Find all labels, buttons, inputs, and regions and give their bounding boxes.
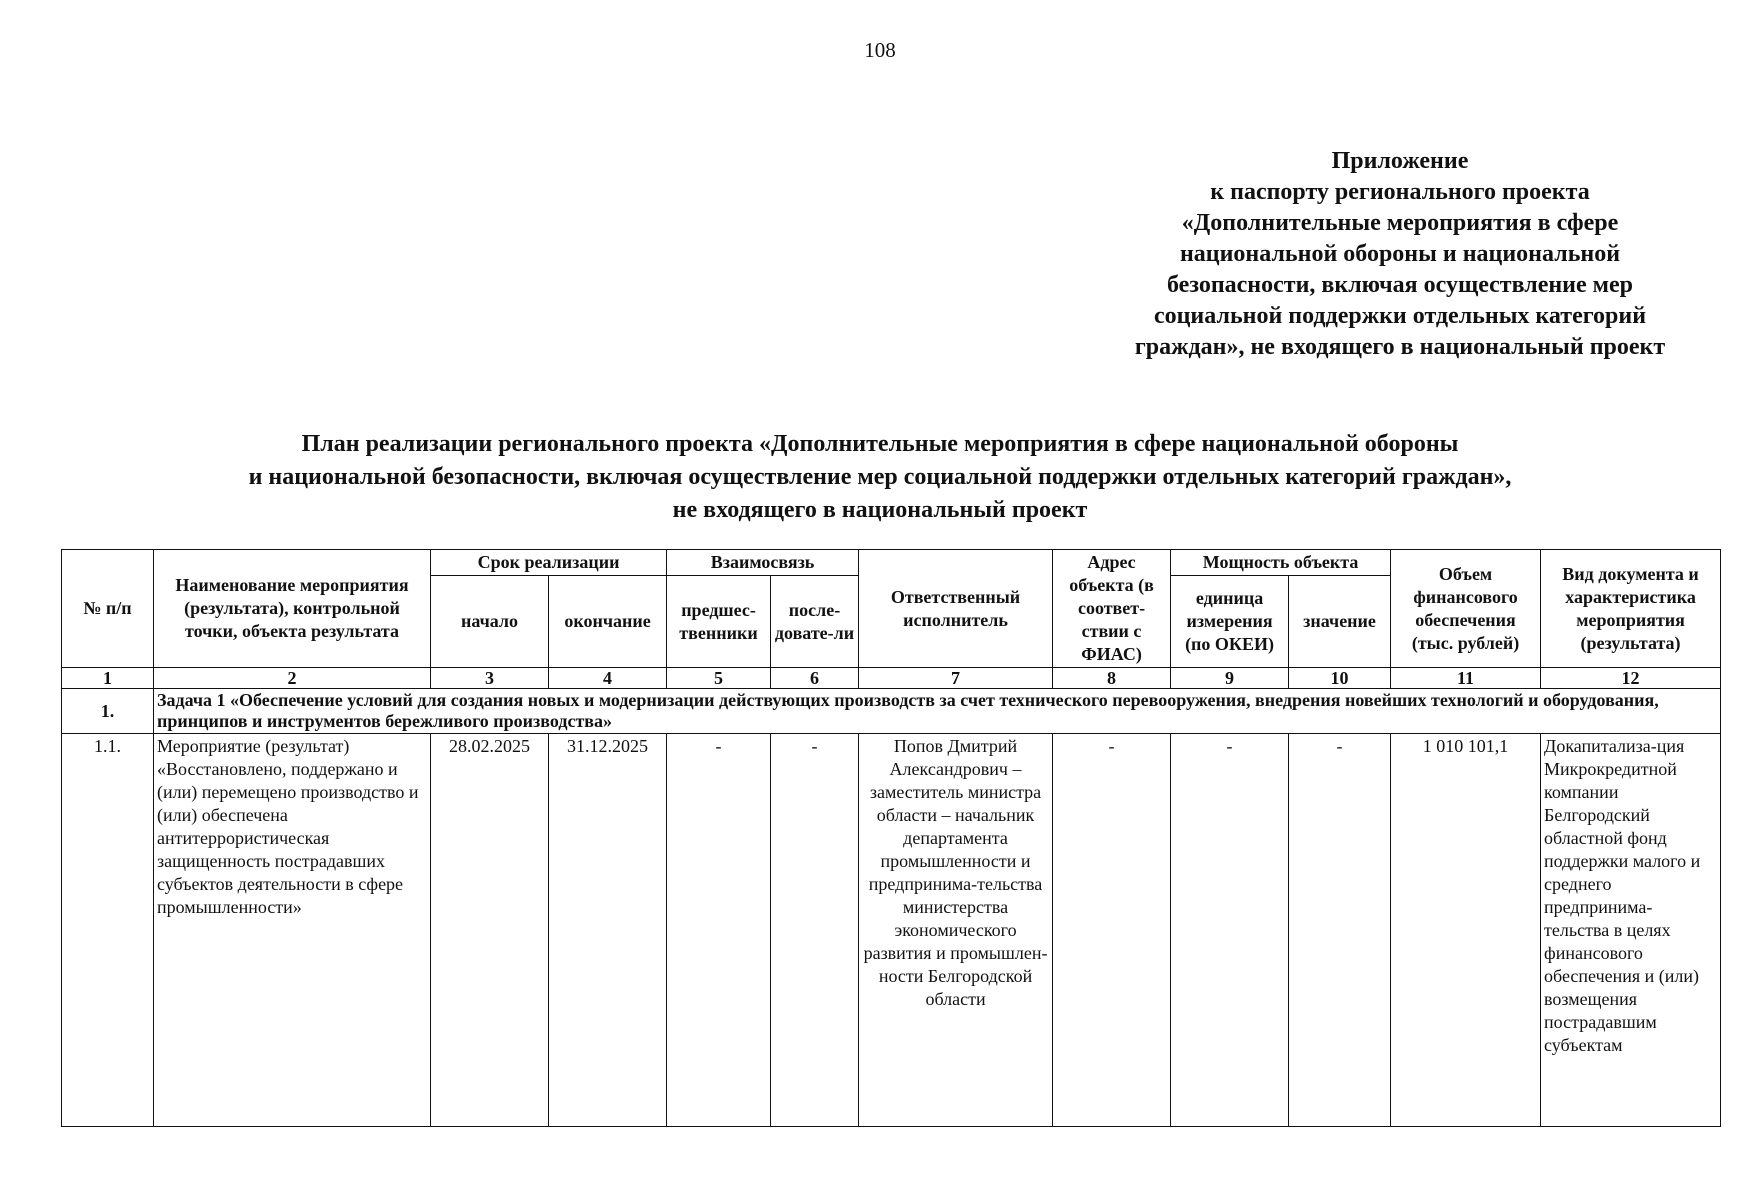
- appendix-line: социальной поддержки отдельных категорий: [1153, 303, 1647, 329]
- task-text: Задача 1 «Обеспечение условий для создания новых и модернизации действующих производств за счет технического перевооружения, внедрения новейших технологий и оборудования, принципов и инструментов бережливого производства»: [154, 689, 1721, 734]
- task-number: 1.: [62, 689, 154, 734]
- column-number: 2: [154, 668, 431, 689]
- header-doc: Вид документа и характеристика мероприятия (результата): [1541, 550, 1721, 668]
- appendix-line: граждан», не входящего в национальный проект: [1134, 334, 1666, 360]
- plan-title: [60, 428, 1700, 527]
- row-doc: Докапитализа-ция Микрокредитной компании Белгородский областной фонд поддержки малого и среднего предпринима-тельства в целях финансового обеспечения и (или) возмещения пострадавшим субъектам: [1541, 734, 1721, 1127]
- column-number: 8: [1053, 668, 1171, 689]
- implementation-plan-table: [61, 549, 1721, 1127]
- column-number: 12: [1541, 668, 1721, 689]
- header-link: Взаимосвязь: [667, 550, 859, 576]
- row-pred: -: [667, 734, 771, 1127]
- plan-title-line: и национальной безопасности, включая осуществление мер социальной поддержки отдельных категорий граждан»,: [248, 464, 1512, 490]
- row-num: 1.1.: [62, 734, 154, 1127]
- header-period: Срок реализации: [431, 550, 667, 576]
- column-number: 9: [1171, 668, 1289, 689]
- column-number: 11: [1391, 668, 1541, 689]
- table-row: [62, 734, 1721, 1127]
- header-pred: предшес-твенники: [667, 576, 771, 668]
- column-number-row: [62, 668, 1721, 689]
- column-number: 1: [62, 668, 154, 689]
- header-row-top: [62, 550, 1721, 576]
- header-num: № п/п: [62, 550, 154, 668]
- column-number: 4: [549, 668, 667, 689]
- row-finance: 1 010 101,1: [1391, 734, 1541, 1127]
- header-responsible: Ответственный исполнитель: [859, 550, 1053, 668]
- task-row: [62, 689, 1721, 734]
- column-number: 10: [1289, 668, 1391, 689]
- appendix-heading: [1080, 146, 1720, 363]
- appendix-line: «Дополнительные мероприятия в сфере: [1181, 210, 1619, 236]
- page-number: 108: [864, 38, 896, 62]
- row-address: -: [1053, 734, 1171, 1127]
- row-succ: -: [771, 734, 859, 1127]
- appendix-line: национальной обороны и национальной: [1179, 241, 1621, 267]
- header-finance: Объем финансового обеспечения (тыс. рублей): [1391, 550, 1541, 668]
- plan-title-line: План реализации регионального проекта «Дополнительные мероприятия в сфере национальной обороны: [301, 431, 1459, 457]
- column-number: 3: [431, 668, 549, 689]
- header-name: Наименование мероприятия (результата), контрольной точки, объекта результата: [154, 550, 431, 668]
- column-number: 7: [859, 668, 1053, 689]
- header-value: значение: [1289, 576, 1391, 668]
- header-end: окончание: [549, 576, 667, 668]
- appendix-line: безопасности, включая осуществление мер: [1166, 272, 1634, 298]
- header-unit: единица измерения (по ОКЕИ): [1171, 576, 1289, 668]
- column-number: 5: [667, 668, 771, 689]
- header-address: Адрес объекта (в соответ-ствии с ФИАС): [1053, 550, 1171, 668]
- row-value: -: [1289, 734, 1391, 1127]
- row-name: Мероприятие (результат) «Восстановлено, поддержано и (или) перемещено производство и (или) обеспечена антитеррористическая защищенность пострадавших субъектов деятельности в сфере промышленности»: [154, 734, 431, 1127]
- row-unit: -: [1171, 734, 1289, 1127]
- row-responsible: Попов Дмитрий Александрович – заместитель министра области – начальник департамента промышленности и предпринима-тельства министерства экономического развития и промышлен-ности Белгородской области: [859, 734, 1053, 1127]
- header-capacity: Мощность объекта: [1171, 550, 1391, 576]
- row-end: 31.12.2025: [549, 734, 667, 1127]
- plan-title-line: не входящего в национальный проект: [672, 497, 1088, 523]
- column-number: 6: [771, 668, 859, 689]
- appendix-line: Приложение: [1331, 148, 1469, 174]
- header-start: начало: [431, 576, 549, 668]
- appendix-line: к паспорту регионального проекта: [1210, 179, 1590, 205]
- row-start: 28.02.2025: [431, 734, 549, 1127]
- header-succ: после-довате-ли: [771, 576, 859, 668]
